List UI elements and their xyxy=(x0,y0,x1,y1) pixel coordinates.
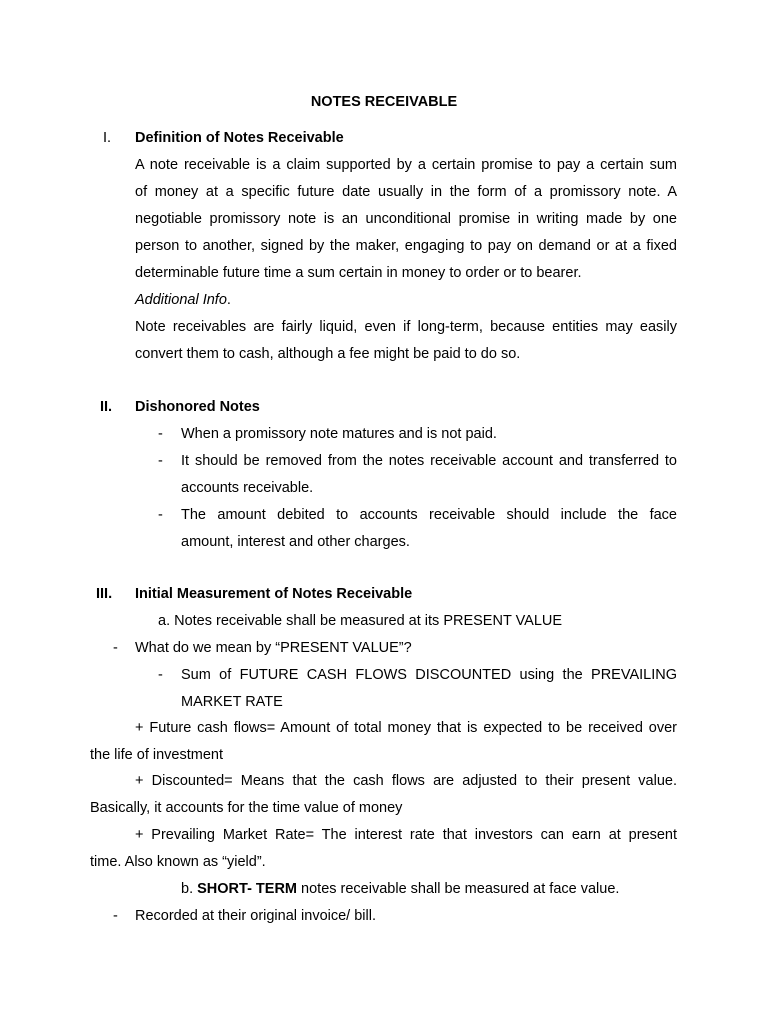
bullet-text: The amount debited to accounts receivable should include the face xyxy=(181,507,677,523)
info-line: Note receivables are fairly liquid, even if long-term, because entities may easily xyxy=(135,319,677,335)
bullet-text: amount, interest and other charges. xyxy=(181,534,410,550)
bullet-text: When a promissory note matures and is not paid. xyxy=(181,426,497,442)
bullet-dash: - xyxy=(113,908,118,924)
bullet-dash: - xyxy=(158,453,163,469)
page-title: NOTES RECEIVABLE xyxy=(310,94,458,110)
future-cash-flows-line: + Future cash flows= Amount of total money that is expected to be received over xyxy=(135,720,677,736)
item-b-prefix: b. xyxy=(181,881,198,897)
item-a: a. Notes receivable shall be measured at its PRESENT VALUE xyxy=(158,613,563,629)
item-b-bold: SHORT- TERM xyxy=(197,881,298,897)
section-3-heading: Initial Measurement of Notes Receivable xyxy=(135,586,413,602)
bullet-dash: - xyxy=(113,640,118,656)
definition-line: determinable future time a sum certain in money to order or to bearer. xyxy=(135,265,582,281)
item-b xyxy=(181,880,619,898)
pv-question: What do we mean by “PRESENT VALUE”? xyxy=(135,640,412,656)
section-3-numeral: III. xyxy=(96,586,113,602)
future-cash-flows-line: the life of investment xyxy=(90,747,223,763)
pv-definition: MARKET RATE xyxy=(181,694,283,710)
definition-line: person to another, signed by the maker, engaging to pay on demand or at a fixed xyxy=(135,238,677,254)
bullet-text: It should be removed from the notes receivable account and transferred to xyxy=(181,453,677,469)
item-b-rest: notes receivable shall be measured at face value. xyxy=(297,881,620,897)
section-2-heading: Dishonored Notes xyxy=(135,399,260,415)
additional-info-label xyxy=(135,291,231,309)
info-line: convert them to cash, although a fee might be paid to do so. xyxy=(135,346,521,362)
bullet-dash: - xyxy=(158,667,163,683)
market-rate-line: + Prevailing Market Rate= The interest rate that investors can earn at present xyxy=(135,827,677,843)
definition-line: negotiable promissory note is an unconditional promise in writing made by one xyxy=(135,211,677,227)
section-2-numeral: II. xyxy=(100,399,113,415)
bullet-dash: - xyxy=(158,426,163,442)
additional-info-period: . xyxy=(226,292,231,308)
pv-definition: Sum of FUTURE CASH FLOWS DISCOUNTED using the PREVAILING xyxy=(181,667,677,683)
discounted-line: Basically, it accounts for the time value of money xyxy=(90,800,403,816)
section-1-numeral: I. xyxy=(103,130,112,146)
definition-line: A note receivable is a claim supported by a certain promise to pay a certain sum xyxy=(135,157,677,173)
section-1-heading: Definition of Notes Receivable xyxy=(135,130,344,146)
discounted-line: + Discounted= Means that the cash flows are adjusted to their present value. xyxy=(135,773,677,789)
bullet-dash: - xyxy=(158,507,163,523)
definition-line: of money at a specific future date usually in the form of a promissory note. A xyxy=(135,184,677,200)
market-rate-line: time. Also known as “yield”. xyxy=(90,854,266,870)
bullet-text: accounts receivable. xyxy=(181,480,314,496)
recorded-text: Recorded at their original invoice/ bill. xyxy=(135,908,376,924)
additional-info-text: Additional Info xyxy=(135,292,227,308)
